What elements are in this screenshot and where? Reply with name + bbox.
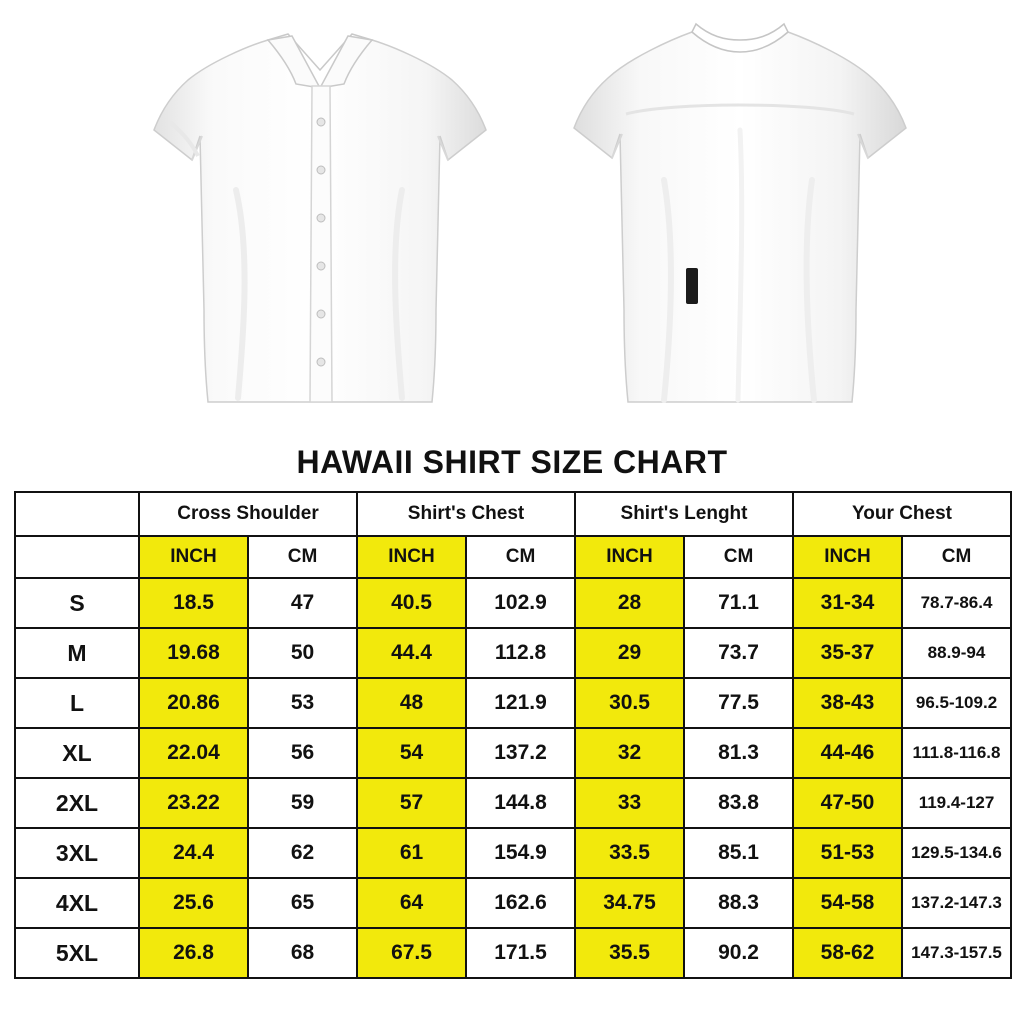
cell-2xl-cross-shoulder-inch: 23.22 — [139, 778, 248, 828]
cell-4xl-cross-shoulder-cm: 65 — [248, 878, 357, 928]
row-size-m: M — [15, 628, 139, 678]
brand-tag — [686, 268, 698, 304]
cell-l-cross-shoulder-cm: 53 — [248, 678, 357, 728]
cell-4xl-cross-shoulder-inch: 25.6 — [139, 878, 248, 928]
group-header-your-chest: Your Chest — [793, 492, 1011, 536]
unit-header-your-chest-inch: INCH — [793, 536, 902, 578]
cell-s-your-chest-inch: 31-34 — [793, 578, 902, 628]
row-size-l: L — [15, 678, 139, 728]
cell-5xl-chest-inch: 67.5 — [357, 928, 466, 978]
cell-s-length-inch: 28 — [575, 578, 684, 628]
cell-s-chest-inch: 40.5 — [357, 578, 466, 628]
cell-l-your-chest-inch: 38-43 — [793, 678, 902, 728]
size-chart-table — [14, 491, 1012, 979]
cell-4xl-chest-cm: 162.6 — [466, 878, 575, 928]
cell-5xl-chest-cm: 171.5 — [466, 928, 575, 978]
table-row — [15, 628, 1011, 678]
cell-3xl-cross-shoulder-cm: 62 — [248, 828, 357, 878]
row-size-2xl: 2XL — [15, 778, 139, 828]
table-row — [15, 778, 1011, 828]
cell-5xl-length-inch: 35.5 — [575, 928, 684, 978]
shirt-back-image — [560, 10, 920, 430]
cell-3xl-length-inch: 33.5 — [575, 828, 684, 878]
table-unit-header-row — [15, 536, 1011, 578]
cell-xl-length-cm: 81.3 — [684, 728, 793, 778]
cell-s-your-chest-cm: 78.7-86.4 — [902, 578, 1011, 628]
cell-s-cross-shoulder-inch: 18.5 — [139, 578, 248, 628]
table-row — [15, 878, 1011, 928]
cell-2xl-your-chest-cm: 119.4-127 — [902, 778, 1011, 828]
cell-m-your-chest-inch: 35-37 — [793, 628, 902, 678]
cell-xl-your-chest-cm: 111.8-116.8 — [902, 728, 1011, 778]
unit-header-blank — [15, 536, 139, 578]
size-chart-table-wrap — [0, 491, 1024, 989]
cell-2xl-cross-shoulder-cm: 59 — [248, 778, 357, 828]
cell-4xl-length-cm: 88.3 — [684, 878, 793, 928]
cell-3xl-chest-inch: 61 — [357, 828, 466, 878]
cell-m-chest-inch: 44.4 — [357, 628, 466, 678]
table-row — [15, 578, 1011, 628]
cell-l-length-cm: 77.5 — [684, 678, 793, 728]
group-header-shirts-length: Shirt's Lenght — [575, 492, 793, 536]
unit-header-chest-cm: CM — [466, 536, 575, 578]
cell-5xl-length-cm: 90.2 — [684, 928, 793, 978]
cell-m-cross-shoulder-cm: 50 — [248, 628, 357, 678]
cell-3xl-your-chest-cm: 129.5-134.6 — [902, 828, 1011, 878]
cell-2xl-chest-inch: 57 — [357, 778, 466, 828]
unit-header-your-chest-cm: CM — [902, 536, 1011, 578]
cell-m-length-cm: 73.7 — [684, 628, 793, 678]
group-header-cross-shoulder: Cross Shoulder — [139, 492, 357, 536]
cell-m-your-chest-cm: 88.9-94 — [902, 628, 1011, 678]
cell-l-chest-cm: 121.9 — [466, 678, 575, 728]
cell-5xl-your-chest-cm: 147.3-157.5 — [902, 928, 1011, 978]
unit-header-chest-inch: INCH — [357, 536, 466, 578]
shirt-front-image — [140, 10, 500, 430]
cell-4xl-chest-inch: 64 — [357, 878, 466, 928]
cell-xl-length-inch: 32 — [575, 728, 684, 778]
table-group-header-row — [15, 492, 1011, 536]
cell-s-cross-shoulder-cm: 47 — [248, 578, 357, 628]
row-size-4xl: 4XL — [15, 878, 139, 928]
cell-xl-cross-shoulder-inch: 22.04 — [139, 728, 248, 778]
cell-m-cross-shoulder-inch: 19.68 — [139, 628, 248, 678]
cell-4xl-your-chest-cm: 137.2-147.3 — [902, 878, 1011, 928]
page-title: HAWAII SHIRT SIZE CHART — [296, 444, 728, 480]
cell-l-length-inch: 30.5 — [575, 678, 684, 728]
cell-5xl-cross-shoulder-inch: 26.8 — [139, 928, 248, 978]
row-size-5xl: 5XL — [15, 928, 139, 978]
size-column-header — [15, 492, 139, 536]
cell-l-your-chest-cm: 96.5-109.2 — [902, 678, 1011, 728]
cell-2xl-length-cm: 83.8 — [684, 778, 793, 828]
cell-2xl-your-chest-inch: 47-50 — [793, 778, 902, 828]
cell-xl-your-chest-inch: 44-46 — [793, 728, 902, 778]
cell-2xl-length-inch: 33 — [575, 778, 684, 828]
cell-5xl-your-chest-inch: 58-62 — [793, 928, 902, 978]
cell-m-length-inch: 29 — [575, 628, 684, 678]
cell-4xl-your-chest-inch: 54-58 — [793, 878, 902, 928]
cell-3xl-your-chest-inch: 51-53 — [793, 828, 902, 878]
cell-3xl-length-cm: 85.1 — [684, 828, 793, 878]
table-row — [15, 928, 1011, 978]
cell-s-chest-cm: 102.9 — [466, 578, 575, 628]
group-header-shirts-chest: Shirt's Chest — [357, 492, 575, 536]
cell-5xl-cross-shoulder-cm: 68 — [248, 928, 357, 978]
cell-xl-chest-inch: 54 — [357, 728, 466, 778]
unit-header-cross-shoulder-inch: INCH — [139, 536, 248, 578]
row-size-s: S — [15, 578, 139, 628]
table-row — [15, 728, 1011, 778]
cell-2xl-chest-cm: 144.8 — [466, 778, 575, 828]
cell-xl-cross-shoulder-cm: 56 — [248, 728, 357, 778]
cell-3xl-cross-shoulder-inch: 24.4 — [139, 828, 248, 878]
unit-header-cross-shoulder-cm: CM — [248, 536, 357, 578]
cell-3xl-chest-cm: 154.9 — [466, 828, 575, 878]
unit-header-length-inch: INCH — [575, 536, 684, 578]
cell-l-chest-inch: 48 — [357, 678, 466, 728]
cell-m-chest-cm: 112.8 — [466, 628, 575, 678]
unit-header-length-cm: CM — [684, 536, 793, 578]
table-row — [15, 828, 1011, 878]
table-row — [15, 678, 1011, 728]
shirt-illustrations — [0, 0, 1024, 440]
cell-s-length-cm: 71.1 — [684, 578, 793, 628]
row-size-3xl: 3XL — [15, 828, 139, 878]
cell-l-cross-shoulder-inch: 20.86 — [139, 678, 248, 728]
row-size-xl: XL — [15, 728, 139, 778]
cell-xl-chest-cm: 137.2 — [466, 728, 575, 778]
cell-4xl-length-inch: 34.75 — [575, 878, 684, 928]
